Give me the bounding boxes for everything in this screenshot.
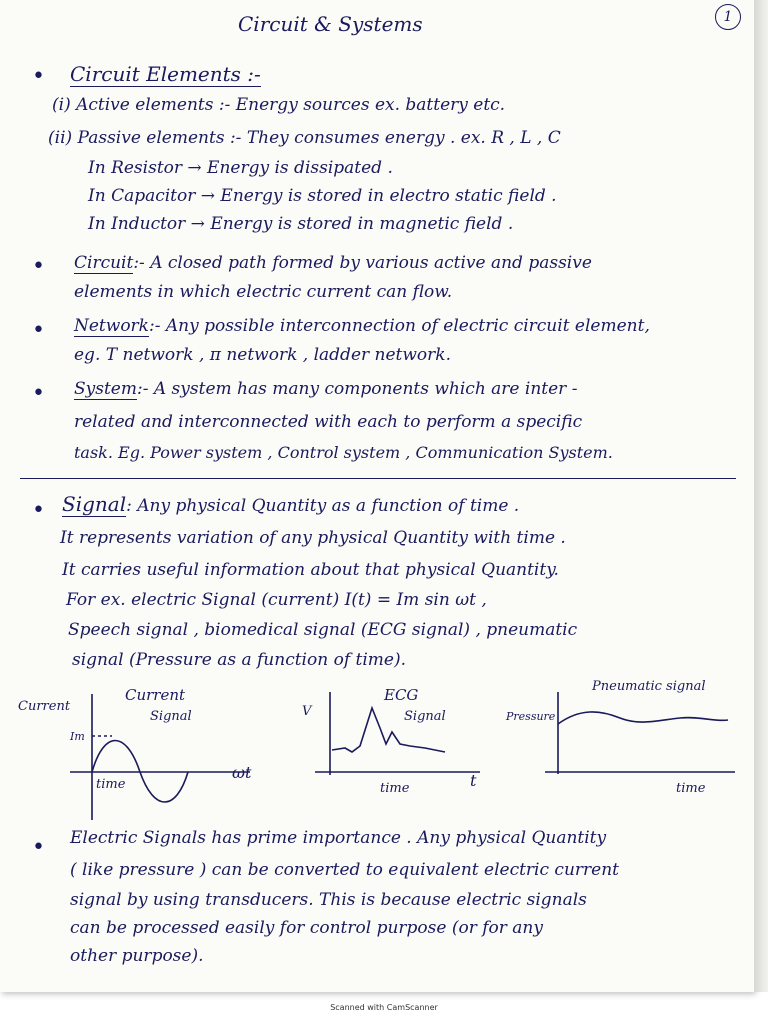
signal-line-3: It carries useful information about that physical Quantity. xyxy=(62,560,559,580)
signal-line-2: It represents variation of any physical Quantity with time . xyxy=(60,528,566,548)
bullet-icon: • xyxy=(32,498,45,523)
ecg-ylabel: V xyxy=(302,704,312,719)
system-line-3: task. Eg. Power system , Control system , Communication System. xyxy=(74,443,613,462)
current-title-1: Current xyxy=(125,686,186,704)
current-title-2: Signal xyxy=(150,709,192,724)
current-ylabel: Current xyxy=(18,699,71,714)
current-peak-label: Im xyxy=(70,730,85,743)
network-definition xyxy=(74,316,650,336)
electric-line-2: ( like pressure ) can be converted to equivalent electric current xyxy=(70,860,619,880)
signal-line-4: For ex. electric Signal (current) I(t) = Im sin ωt , xyxy=(66,590,487,610)
network-line-1: :- Any possible interconnection of electric circuit element, xyxy=(148,316,650,336)
current-xlabel: time xyxy=(96,777,126,792)
network-term: Network xyxy=(74,316,149,336)
circuit-line-2: elements in which electric current can flow. xyxy=(74,282,453,302)
ecg-title-1: ECG xyxy=(384,686,419,704)
active-elements-line: (i) Active elements :- Energy sources ex. battery etc. xyxy=(52,95,506,115)
section-divider xyxy=(20,478,736,479)
page-title: Circuit & Systems xyxy=(238,12,423,36)
signal-sketches xyxy=(0,670,754,830)
circuit-elements-heading: Circuit Elements :- xyxy=(70,62,261,86)
circuit-term: Circuit xyxy=(74,253,134,273)
signal-line-5: Speech signal , biomedical signal (ECG signal) , pneumatic xyxy=(68,620,578,640)
system-line-2: related and interconnected with each to perform a specific xyxy=(74,412,583,432)
bullet-icon: • xyxy=(32,64,45,89)
scanner-watermark: Scanned with CamScanner xyxy=(330,1003,438,1012)
bullet-icon: • xyxy=(32,318,45,343)
ecg-xlabel: time xyxy=(380,781,410,796)
pneumatic-waveform xyxy=(558,712,728,724)
current-axis-label: ωt xyxy=(232,763,252,782)
electric-line-3: signal by using transducers. This is because electric signals xyxy=(70,890,587,910)
ecg-title-2: Signal xyxy=(404,709,446,724)
page-edge xyxy=(754,0,768,992)
electric-line-5: other purpose). xyxy=(70,946,204,966)
system-term: System xyxy=(74,379,137,399)
network-line-2: eg. T network , π network , ladder network. xyxy=(74,345,451,365)
pneumatic-ylabel: Pressure xyxy=(506,710,556,723)
capacitor-line: In Capacitor → Energy is stored in electro static field . xyxy=(88,186,557,206)
system-definition xyxy=(74,379,577,399)
pneumatic-title: Pneumatic signal xyxy=(592,679,706,694)
page-number: 1 xyxy=(715,4,741,30)
passive-elements-line: (ii) Passive elements :- They consumes energy . ex. R , L , C xyxy=(48,128,561,148)
circuit-definition xyxy=(74,253,592,273)
signal-term: Signal xyxy=(62,492,127,516)
signal-line-6: signal (Pressure as a function of time). xyxy=(72,650,406,670)
signal-definition xyxy=(62,492,519,516)
signal-line-1: : Any physical Quantity as a function of time . xyxy=(126,496,520,516)
ecg-axis-label: t xyxy=(470,771,477,790)
bullet-icon: • xyxy=(32,254,45,279)
bullet-icon: • xyxy=(32,381,45,406)
system-line-1: :- A system has many components which are inter - xyxy=(137,379,578,399)
inductor-line: In Inductor → Energy is stored in magnetic field . xyxy=(88,214,514,234)
electric-line-4: can be processed easily for control purpose (or for any xyxy=(70,918,543,938)
electric-line-1: Electric Signals has prime importance . Any physical Quantity xyxy=(70,828,607,848)
pneumatic-xlabel: time xyxy=(676,781,706,796)
circuit-line-1: :- A closed path formed by various active and passive xyxy=(133,253,592,273)
resistor-line: In Resistor → Energy is dissipated . xyxy=(88,158,393,178)
bullet-icon: • xyxy=(32,835,45,860)
